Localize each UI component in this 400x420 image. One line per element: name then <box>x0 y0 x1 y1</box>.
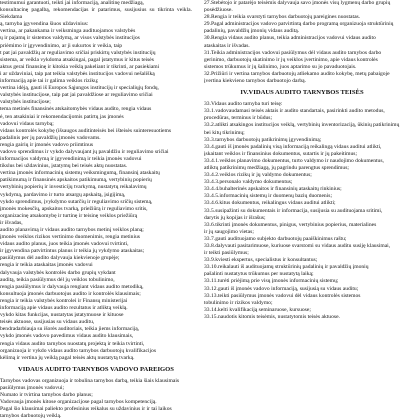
text-line: 33.10.reikalauti iš audituojamų struktūrinių padalinių ir pavaldžių įmonių <box>204 264 369 271</box>
text-line: 33.14.kelti kvalifikaciją seminaruose, kursuose; <box>204 306 311 313</box>
text-line: 33.4.3.personalo valdymo dokumentus; <box>204 179 293 186</box>
text-line: 33.6.tikrinti įmonės dokumentus, pinigus, vertybinius popierius, materialines <box>204 221 377 228</box>
text-line: 31.Teikia administracijos vadovui pasiūlymus dėl vidaus audito tarnybos darbo <box>204 49 382 56</box>
text-line: ir išvadas, <box>0 219 23 226</box>
text-line: darytis jų kopijas ir išrašus; <box>204 214 266 221</box>
text-line: informaciją apie tai ir galima veiklos rizikų; <box>0 78 99 85</box>
text-line: vertina idėją, gauti iš Europos Sąjungos institucijų ir specialiųjų fondų, <box>0 85 159 92</box>
text-line: 33.4.gauti iš įmonės padalinių visą informaciją reikalingą vidaus auditui atlikti, <box>204 143 382 150</box>
text-line: Numato ir tvirtina tarnybos darbo planus; <box>0 391 93 398</box>
text-line: 33.4.5.informacinių sistemų ir duomenų bazių duomenis; <box>204 193 333 200</box>
text-line: informaciją apie vidaus audito rezultatus ir atliktą veiklą. <box>0 305 128 312</box>
text-line: padalinis per jų pavaldžių įmonės vadovams. <box>0 134 101 141</box>
text-line: vidaus kontrolės kokybę (išsaugos auditinteisės bei išteisės suinteresuotiems <box>0 127 172 134</box>
text-line: 32.Prižiūri ir vertina tarnybos darbuotojų atliekamo audito kokybę, metų pabaigoje <box>204 70 390 77</box>
text-line: auditą, teikia pasiūlymus dėl jų veiklos tobulinimo, <box>0 276 115 283</box>
text-line: bendradarbiauja su išorės auditoriais, teikia jiems informaciją, <box>0 326 140 333</box>
text-line: dalyvauja valstybės kontrolės darbo grupių vykdant <box>0 269 116 276</box>
right-top-text <box>204 0 400 85</box>
text-line: Tarnybos vadovas organizuoja ir tobulina tarnybos darbą, teikia šiais klausimais <box>0 377 180 384</box>
text-line: 33.9.kviesti ekspertus, specialistus ir konsultantus; <box>204 257 318 264</box>
text-line: pasiūlymus dėl audito dalyvauja kiekvienoje grupėje; <box>0 255 120 262</box>
text-line: tikslus bei uždavinius, įstatymų bei teisės aktų nuostatas. <box>0 163 128 170</box>
text-line: teisės aktuose, susijusias su vidaus auditu, <box>0 319 95 326</box>
text-line: ų ir pajamų ir sistemos valdymą, ar visos valstybės institucijos <box>0 35 140 42</box>
text-line: procedūras, terminus ir būdus; <box>204 115 273 122</box>
text-line: rengia pasiūlymus ir dalyvauja rengiant vidaus audito metodiką, <box>0 283 144 290</box>
text-line: bei kitų tikrinimų; <box>204 129 245 136</box>
text-line: Pagal šio klausimai paliekto profesinius reikalus su uždavinius ir ir tai laikos <box>0 406 172 413</box>
text-line: vertybinių popierių ir investicijų tvarkymą, nustatytų reikalavimų <box>0 184 147 191</box>
right-column <box>204 0 400 400</box>
text-line: 33.15.naudotis kitomis teisėmis, nustatytomis teisės aktuose. <box>204 313 340 320</box>
text-line: vykdo kitas funkcijas, nustatytas įstatymuose ir kituose <box>0 312 124 319</box>
text-line: gerinimo, darbuotojų skatinimo ir jų veiklos įvertinimo, apie vidaus kontrolės <box>204 56 378 63</box>
text-line: vidaus audito planus, juos teikia įmonės vadovui tvirtinti, <box>0 241 129 248</box>
text-line: konsultacinę pagalbą, rekomendacijas ir patarimus, susijusius su tikrinta veikla. Siekdama <box>0 7 192 21</box>
text-line: ir teikti pasiūlymus; <box>204 250 249 257</box>
text-line: Vadovauja įmonės kitose organizacijose pagal tarnybos kompetenciją. <box>0 399 157 406</box>
text-line: padalinių, pavaldžių įmonių vidaus auditą. <box>204 28 300 35</box>
text-line: įvertina kiekvieno tarnybos darbuotojo darbą. <box>204 78 307 85</box>
text-line: tobulinimo ir rizikos valdymo; <box>204 299 273 306</box>
text-line: priėmimo ir įgyvendinimo, ar ji sukurtos ir veikia, taip <box>0 42 123 49</box>
text-line: valstybės institucijose; <box>0 99 51 106</box>
text-line: 33.Vidaus audito tarnyba turi teisę: <box>204 101 283 108</box>
text-line: audito planavimą ir vidaus audito tarnybos metinį veiklos planą; <box>0 227 144 233</box>
text-line: tarnybos darbuotojų veiklą. <box>0 413 62 420</box>
text-line: 33.12.gauti iš įmonės vadovo informaciją, susijusią su vidaus auditu; <box>204 285 359 292</box>
text-line: 33.8.dalyvauti pasitarimuose, kuriuose svarstomi su vidaus auditu susiję klausimai, <box>204 243 391 249</box>
text-line: 33.13.teikti pasiūlymus įmonės vadovui dėl vidaus kontrolės sistemos <box>204 292 361 299</box>
text-line: 28.Rengia ir teikia svarstyti tarnybos darbuotojų pareigines nuostatas. <box>204 14 361 21</box>
text-line: 33.7.gauti audituojamo subjekto darbuotojų paaiškinimus raštu; <box>204 235 347 242</box>
section-heading-left: VIDAUS AUDITO TARNYBOS VADOVO PAREIGOS <box>18 365 174 373</box>
text-line: 33.4.4.buhalterinės apskaitos ir finansinių ataskaitų rinkinius; <box>204 186 342 193</box>
text-line: 33.2.atlikti atsakingos institucijos veiklą, vertybinių inventorizaciją, ūkinių patikrinimų <box>204 122 400 129</box>
text-line: 33.1.vadovaudamasi teisės aktais ir audito standartais, pasirinkti audito metodus, <box>204 108 385 115</box>
text-line: sistema, ar veikla vykdoma atsakingai, pagal įstatymus ir kitus teisės <box>0 56 154 63</box>
text-line: pasiūlymus įmonės vadovui; <box>0 384 65 391</box>
left-column <box>0 0 192 420</box>
text-line: vadovo sprendimus ir vykdo dalyvaujant jų pavaldžiu ir reguliavimo sričiai <box>0 148 169 155</box>
text-line: t pat jai pavaldžių ar reguliavimo sričiai priskirtų valstybės institucijų <box>0 49 156 56</box>
text-line: organizacinę atsakomybę ir turtinę ir teisinę veiklos priežiūrą <box>0 212 138 219</box>
text-line: kėlimą ir vertina jų veiklą pagal teisės aktų nustatytą tvarką. <box>0 354 135 361</box>
text-line: patikimumą ir finansinės apskaitos patikimumą, vertybinių popierių <box>0 177 152 184</box>
text-line: 29.Pagal administracijos vadovo patvirtintą darbo programą organizuoja struktūrinių <box>204 21 394 28</box>
text-line: vertina įmonės informacinių sistemų veiksmingumą, finansinį ataskaitų <box>0 170 160 177</box>
text-line: vertina, ar pakankama ir veiksminga audituojamos valstybės <box>0 28 136 35</box>
left-bottom-text <box>0 378 192 420</box>
text-line: testimumui garantuoti, teikti jai informaciją, analitinę medžiagą, <box>0 0 144 6</box>
text-line: ė, ten atsakiniai ir rekomendacijomis patirtų jas įmonės <box>0 113 124 120</box>
text-line: valstybės institucijose, taip pat jai pavaldžiose ar reguliavimo sričiai <box>0 92 153 99</box>
text-line: 33.4.6.kitus dokumentus, reikalingus vidaus auditui atlikti; <box>204 200 336 207</box>
text-line: pašalinti nustatytus trūkumus per nustatytą laiką; <box>204 271 314 278</box>
text-line: organizuoja ir vykdo vidaus audito tarnybos darbuotojų kvalifikacijos <box>0 347 157 354</box>
text-line: konsultuoja įmonės darbuotojus audito ir kontrolės klausimais; <box>0 290 141 297</box>
right-bottom-text <box>204 101 400 321</box>
text-line: 27.Stebėtojo ir patarėjo teisėmis dalyvauja savo įmonės visų lygmenų darbo grupių <box>204 0 391 6</box>
text-line: ir įgyvendina patvirtintus planus ir teikia jų vykdymo ataskaitas; <box>0 248 145 255</box>
text-line: įmonės veiklos rizikos vertinimo duomenimis, rengia metinius <box>0 234 140 241</box>
text-line: įskaitant veiklos ir finansinius dokumentus, sutartis ir jų pakeitimus; <box>204 150 358 157</box>
text-line: sistemos trūkumus ir jų šalinimo, juos aptarimo su jo pavaduotojais. <box>204 63 357 70</box>
text-line: vadovui vidaus tarnybą; <box>0 120 54 127</box>
text-line: rengia ir teikia valstybės kontrolei ir Finansų ministerijai <box>0 297 128 304</box>
text-line: 30.Rengia vidaus audito planus, teikia administracijos vadovui vidaus audito <box>204 35 376 42</box>
text-line: tema metinės finansinės atskaitomybės vidaus audito, rengia vidaus <box>0 106 152 113</box>
text-line: 33.11.turėti priėjimą prie visų įmonės informacinių sistemų; <box>204 278 339 285</box>
text-line: informacijos valdymą ir įgyvendinimą ir teikia įmonės vadovui <box>0 156 142 163</box>
text-line: 33.4.2.veiklos rizikų ir jų valdymo dokumentus; <box>204 172 312 179</box>
text-line: ą, tarnyba įgyvendina šiuos uždavinius: <box>0 21 89 28</box>
section-heading-right: IV.VIDAUS AUDITO TARNYBOS TEISĖS <box>240 89 364 97</box>
text-line: rengia gairių ir įmonės vadovo priimtinus <box>0 141 94 148</box>
text-line: rengia vidaus audito tarnybos nuostatų projektą ir teikia tvirtinti, <box>0 340 145 347</box>
text-line: vykdo sprendimus, įvykdymo sutarčių ir reguliavimo sričių sistemą, <box>0 198 153 205</box>
text-line: atliktų patikrinimų medžiagą, jų pagrindu parengtus sprendimus; <box>204 164 349 171</box>
text-line: aktus gerai finansinę ir kitokia veiklą pakeliant ir tikrinti, ar pasiekiami <box>0 63 160 70</box>
text-line: vykdymą, pardavimo ir turto atsargų apskaitą, įsigijimą, <box>0 191 126 198</box>
text-line: 33.3.tarnybos darbuotojų patikrinimų įgyvendinimą; <box>204 136 322 143</box>
text-line: įmonės mokesčių, apskaitos tvarką, priežiūrą ir reguliavimo sritis, <box>0 205 148 212</box>
text-line: rengia ir teikia ataskaitas įmonės vadovui <box>0 262 93 269</box>
text-line: i ar uždaviniai, taip pat teikia valstybės institucijos vadovui nešališką <box>0 70 155 77</box>
text-line: posėdžiuose. <box>204 7 233 14</box>
text-line: vykdo įmonės vadovo pavedimus vidaus audito klausimais, <box>0 333 134 340</box>
text-line: 33.5.susipažinti su dokumentais ir informacija, susijusia su audituojama sritimi, <box>204 207 383 214</box>
text-line: 33.4.1.veiklos planavimo dokumentus, turto valdymo ir naudojimo dokumentus, <box>204 157 384 164</box>
left-top-text <box>0 0 192 362</box>
text-line: ataskaitas ir išvadas. <box>204 42 250 49</box>
text-line: ir jų saugojimo vietas; <box>204 228 254 235</box>
